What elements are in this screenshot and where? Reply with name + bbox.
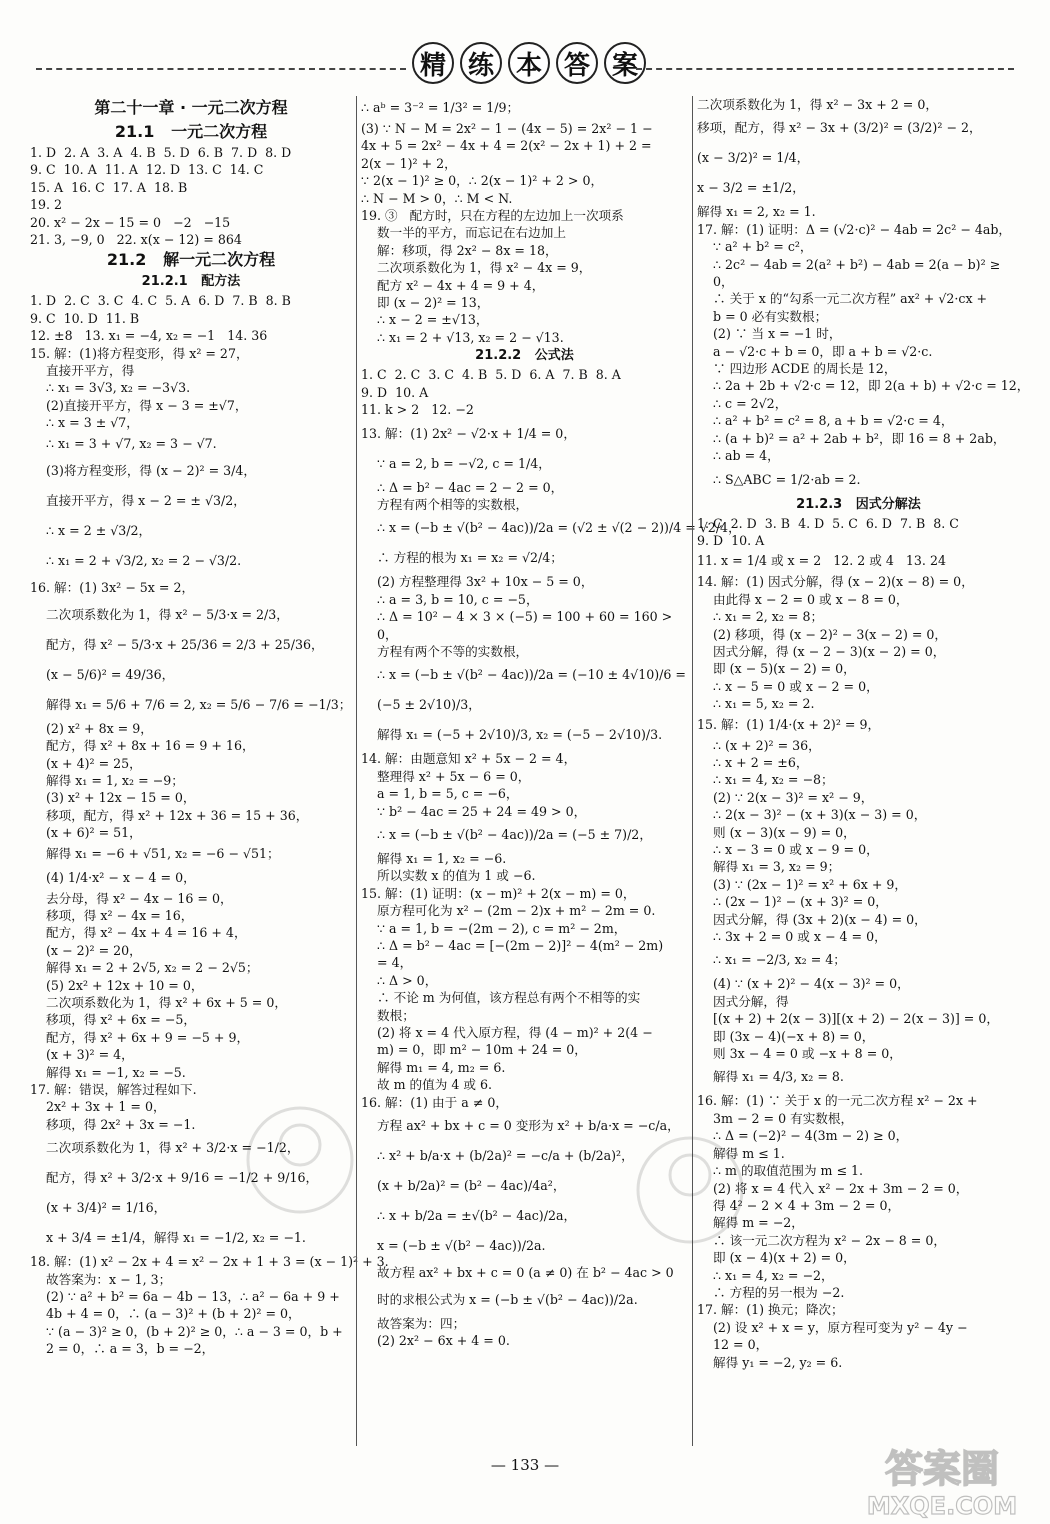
- answer-line: 故方程 ax² + bx + c = 0 (a ≠ 0) 在 b² − 4ac > 0: [361, 1265, 674, 1281]
- answer-line: a − √2·c + b = 0，即 a + b = √2·c.: [697, 343, 933, 359]
- answer-line: ∴ Δ = b² − 4ac = 2 − 2 = 0，: [361, 479, 564, 495]
- answer-line: 1. D 2. C 3. C 4. C 5. A 6. D 7. B 8. B: [30, 293, 291, 309]
- answer-line: ∵ a² + b² = c²，: [697, 239, 813, 255]
- answer-line: ∴ x = 2 ± √3/2，: [30, 522, 152, 538]
- answer-line: ∵ 四边形 ACDE 的周长是 12，: [697, 361, 897, 377]
- answer-line: (x + 6)² = 51，: [30, 825, 142, 841]
- answer-line: ∴ Δ = (−2)² − 4(3m − 2) ≥ 0，: [697, 1128, 909, 1144]
- header-char: 案: [604, 42, 646, 84]
- answer-line: (3) x² + 12x − 15 = 0，: [30, 790, 196, 806]
- section-heading: 21.2.1 配方法: [141, 274, 241, 290]
- answer-line: ∴ x − 3 = 0 或 x − 9 = 0，: [697, 842, 879, 857]
- answer-line: ∴ Δ = b² − 4ac = [−(2m − 2)]² − 4(m² − 2m): [361, 938, 664, 953]
- answer-line: 去分母，得 x² − 4x − 16 = 0，: [30, 890, 233, 906]
- answer-line: (4) ∵ (x + 2)² − 4(x − 3)² = 0，: [697, 976, 910, 992]
- answer-line: ∴ 方程的根为 x₁ = x₂ = √2/4；: [361, 550, 563, 566]
- section-heading: 21.2.3 因式分解法: [796, 496, 921, 512]
- answer-line: (4) 1/4·x² − x − 4 = 0，: [30, 869, 196, 885]
- answer-line: (−5 ± 2√10)/3，: [361, 697, 481, 713]
- answer-line: 故答案为：四；: [361, 1316, 466, 1332]
- answer-line: 原方程可化为 x² − (2m − 2)x + m² − 2m = 0.: [361, 903, 656, 919]
- answer-line: 解得 m ≤ 1.: [697, 1145, 785, 1161]
- answer-line: 解得 x₁ = −6 + √51, x₂ = −6 − √51；: [30, 845, 280, 861]
- answer-line: ∴ S△ABC = 1/2·ab = 2.: [697, 471, 861, 487]
- answer-line: 1. C 2. C 3. C 4. B 5. D 6. A 7. B 8. A: [361, 367, 621, 383]
- answer-line: (x + 4)² = 25，: [30, 755, 142, 771]
- answer-line: ∵ 2(x − 1)² ≥ 0，∴ 2(x − 1)² + 2 > 0，: [361, 173, 604, 189]
- answer-line: ∴ Δ = 10² − 4 × 3 × (−5) = 100 + 60 = 160 >: [361, 609, 673, 625]
- answer-line: (x + b/2a)² = (b² − 4ac)/4a²，: [361, 1178, 566, 1194]
- answer-line: 12. ±8 13. x₁ = −4, x₂ = −1 14. 36: [30, 328, 268, 344]
- header-char: 答: [556, 42, 598, 84]
- answer-line: ∴ 2(x − 3)² − (x + 3)(x − 3) = 0，: [697, 807, 927, 823]
- answer-line: 19. 2: [30, 197, 63, 213]
- answer-line: 解得 x₁ = 5/6 + 7/6 = 2, x₂ = 5/6 − 7/6 = −1/3；: [30, 696, 352, 712]
- answer-line: (5) 2x² + 12x + 10 = 0，: [30, 977, 204, 993]
- answer-line: 即 (x − 5)(x − 2) = 0，: [697, 661, 856, 677]
- chapter-title: 第二十一章 · 一元二次方程: [94, 98, 288, 117]
- answer-line: 移项，得 x² − 4x = 16，: [30, 907, 194, 923]
- answer-line: 移项，得 2x² + 3x = −1.: [30, 1116, 196, 1132]
- answer-line: 15. 解：(1)将方程变形，得 x² = 27，: [30, 345, 249, 361]
- answer-line: 由此得 x − 2 = 0 或 x − 8 = 0，: [697, 591, 909, 607]
- answer-line: 解得 x₁ = 4/3, x₂ = 8.: [697, 1069, 844, 1085]
- answer-line: 9. D 10. A: [361, 384, 429, 400]
- answer-line: 即 (x − 4)(x + 2) = 0，: [697, 1250, 856, 1266]
- answer-line: (x − 3/2)² = 1/4，: [697, 150, 810, 166]
- answer-line: ∵ (a − 3)² ≥ 0，(b + 2)² ≥ 0，∴ a − 3 = 0，b +: [30, 1323, 343, 1339]
- answer-line: 数根；: [361, 1007, 415, 1023]
- answer-line: ∴ x₁ = 3 + √7, x₂ = 3 − √7.: [30, 435, 217, 451]
- answer-line: ∴ (2x − 1)² − (x + 3)² = 0，: [697, 894, 888, 910]
- answer-line: 11. x = 1/4 或 x = 2 12. 2 或 4 13. 24: [697, 553, 946, 569]
- answer-line: ∴ ab = 4，: [697, 448, 780, 464]
- answer-line: ∴ c = 2√2，: [697, 395, 788, 411]
- answer-line: (3) ∵ N − M = 2x² − 1 − (4x − 5) = 2x² − 1 −: [361, 121, 653, 136]
- header-char: 精: [412, 42, 454, 84]
- answer-line: 因式分解，得 (3x + 2)(x − 4) = 0，: [697, 911, 927, 927]
- answer-line: ∴ 2a + 2b + √2·c = 12，即 2(a + b) + √2·c = 12，: [697, 378, 1030, 394]
- answer-line: (x + 3/4)² = 1/16，: [30, 1200, 167, 1216]
- answer-line: 直接开平方，得 x − 2 = ± √3/2，: [30, 492, 246, 508]
- section-heading: 21.2.2 公式法: [475, 348, 574, 364]
- answer-line: ∴ 3x + 2 = 0 或 x − 4 = 0，: [697, 929, 887, 945]
- answer-line: (2) 方程整理得 3x² + 10x − 5 = 0，: [361, 574, 594, 590]
- answer-line: b = 0 必有实数根；: [697, 308, 828, 324]
- answer-line: ∴ x − 2 = ±√13，: [361, 312, 489, 328]
- answer-line: 配方，得 x² + 8x + 16 = 9 + 16，: [30, 738, 255, 754]
- answer-line: (2)直接开平方，得 x − 3 = ±√7，: [30, 397, 248, 413]
- answer-line: (2) 将 x = 4 代入原方程，得 (4 − m)² + 2(4 −: [361, 1025, 653, 1041]
- answer-line: 方程 ax² + bx + c = 0 变形为 x² + b/a·x = −c/a，: [361, 1118, 680, 1134]
- answer-line: 二次项系数化为 1，得 x² + 3/2·x = −1/2，: [30, 1140, 300, 1156]
- answer-line: ∴ x₁ = 5, x₂ = 2.: [697, 696, 815, 712]
- answer-line: 数一半的平方，而忘记在右边加上: [361, 225, 566, 241]
- answer-line: 18. 解：(1) x² − 2x + 4 = x² − 2x + 1 + 3 = (x − 1)² + 3.: [30, 1254, 389, 1270]
- answer-line: 二次项系数化为 1，得 x² − 3x + 2 = 0，: [697, 97, 938, 112]
- page-header: [0, 40, 1050, 102]
- answer-line: ∴ x + b/2a = ±√(b² − 4ac)/2a，: [361, 1208, 577, 1224]
- answer-line: ∴ x = (−b ± √(b² − 4ac))/2a = (−10 ± 4√10)/6 =: [361, 667, 686, 683]
- answer-line: ∴ aᵇ = 3⁻² = 1/3² = 1/9；: [361, 100, 520, 115]
- answer-line: ∴ x₁ = 4, x₂ = −8；: [697, 772, 834, 788]
- answer-line: 解：移项，得 2x² − 8x = 18，: [361, 242, 558, 258]
- answer-line: 得 4² − 2 × 4 + 3m − 2 = 0，: [697, 1197, 901, 1213]
- answer-line: 13. 解：(1) 2x² − √2·x + 1/4 = 0，: [361, 425, 576, 441]
- answer-line: 则 (x − 3)(x − 9) = 0，: [697, 824, 856, 840]
- answer-line: 9. C 10. A 11. A 12. D 13. C 14. C: [30, 162, 264, 178]
- answer-line: 二次项系数化为 1，得 x² + 6x + 5 = 0，: [30, 994, 287, 1010]
- header-char: 本: [508, 42, 550, 84]
- page-number: — 133 —: [490, 1456, 560, 1474]
- answer-line: 9. D 10. A: [697, 532, 765, 548]
- answer-line: 则 3x − 4 = 0 或 −x + 8 = 0，: [697, 1046, 902, 1062]
- answer-line: 4x + 5 = 2x² − 4x + 4 = 2(x² − 2x + 1) + 2 =: [361, 138, 652, 154]
- answer-line: 解得 m₁ = 4, m₂ = 6.: [361, 1059, 506, 1075]
- answer-line: 14. 解：由题意知 x² + 5x − 2 = 4，: [361, 751, 577, 767]
- answer-line: m) = 0，即 m² − 10m + 24 = 0，: [361, 1042, 587, 1058]
- answer-line: 解得 m = −2，: [697, 1215, 804, 1231]
- answer-line: 17. 解：错误，解答过程如下.: [30, 1082, 197, 1097]
- answer-line: 20. x² − 2x − 15 = 0 −2 −15: [30, 214, 231, 230]
- answer-line: 二次项系数化为 1，得 x² − 5/3·x = 2/3，: [30, 606, 289, 622]
- answer-line: 配方，得 x² + 6x + 9 = −5 + 9，: [30, 1029, 250, 1045]
- answer-line: ∴ 该一元二次方程为 x² − 2x − 8 = 0，: [697, 1232, 946, 1248]
- answer-line: (2) x² + 8x = 9，: [30, 720, 153, 736]
- answer-line: a = 1, b = 5, c = −6，: [361, 786, 519, 802]
- answer-line: 时的求根公式为 x = (−b ± √(b² − 4ac))/2a.: [361, 1292, 638, 1308]
- answer-line: 因式分解，得 (x − 2 − 3)(x − 2) = 0，: [697, 643, 946, 659]
- answer-line: x − 3/2 = ±1/2，: [697, 180, 805, 196]
- answer-line: 1. D 2. A 3. A 4. B 5. D 6. B 7. D 8. D: [30, 145, 292, 160]
- answer-line: 移项，配方，得 x² − 3x + (3/2)² = (3/2)² − 2，: [697, 120, 982, 136]
- answer-line: 14. 解：(1) 因式分解，得 (x − 2)(x − 8) = 0，: [697, 574, 974, 590]
- answer-line: 方程有两个相等的实数根，: [361, 496, 529, 512]
- answer-line: ∴ x₁ = 4, x₂ = −2，: [697, 1267, 834, 1283]
- section-heading: 21.2 解一元二次方程: [106, 250, 276, 270]
- answer-line: [(x + 2) + 2(x − 3)][(x + 2) − 2(x − 3)] = 0，: [697, 1011, 999, 1027]
- answer-line: ∴ (x + 2)² = 36，: [697, 737, 821, 753]
- answer-line: (x − 5/6)² = 49/36，: [30, 666, 175, 682]
- answer-line: 配方，得 x² − 4x + 4 = 16 + 4，: [30, 925, 247, 941]
- answer-line: ∴ x = (−b ± √(b² − 4ac))/2a = (−5 ± 7)/2，: [361, 826, 652, 842]
- answer-line: 解得 y₁ = −2, y₂ = 6.: [697, 1354, 843, 1370]
- answer-line: 整理得 x² + 5x − 6 = 0，: [361, 768, 531, 784]
- header-rule-right: [636, 68, 1014, 70]
- answer-line: 解得 x₁ = (−5 + 2√10)/3, x₂ = (−5 − 2√10)/3.: [361, 727, 663, 743]
- answer-line: 1. C 2. D 3. B 4. D 5. C 6. D 7. B 8. C: [697, 515, 959, 531]
- answer-line: = 4，: [361, 955, 413, 971]
- answer-line: x = (−b ± √(b² − 4ac))/2a.: [361, 1238, 546, 1254]
- answer-line: ∴ x + 2 = ±6，: [697, 754, 809, 770]
- answer-line: ∴ 方程的另一根为 −2.: [697, 1284, 845, 1300]
- answer-line: 16. 解：(1) ∵ 关于 x 的一元二次方程 x² − 2x +: [697, 1093, 978, 1109]
- section-heading: 21.1 一元二次方程: [114, 122, 268, 141]
- answer-line: ∴ x₁ = 3√3, x₂ = −3√3.: [30, 380, 191, 396]
- answer-line: 2(x − 1)² + 2，: [361, 155, 457, 171]
- answer-line: 9. C 10. D 11. B: [30, 310, 140, 326]
- answer-line: 故答案为：x − 1, 3；: [30, 1271, 172, 1287]
- answer-line: ∴ m 的取值范围为 m ≤ 1.: [697, 1163, 864, 1179]
- answer-line: 配方，得 x² − 5/3·x + 25/36 = 2/3 + 25/36，: [30, 636, 324, 652]
- answer-line: 4b + 4 = 0，∴ (a − 3)² + (b + 2)² = 0，: [30, 1306, 301, 1322]
- answer-line: (3)将方程变形，得 (x − 2)² = 3/4，: [30, 462, 256, 478]
- answer-line: ∴ Δ > 0，: [361, 972, 438, 988]
- answer-line: ∴ x₁ = 2 + √13, x₂ = 2 − √13.: [361, 329, 564, 345]
- watermark-text: 答案圈: [884, 1447, 1000, 1491]
- answer-line: 解得 x₁ = −1, x₂ = −5.: [30, 1064, 186, 1080]
- answer-line: 所以实数 x 的值为 1 或 −6.: [361, 868, 536, 884]
- answer-line: 方程有两个不等的实数根，: [361, 643, 529, 659]
- answer-line: 2 = 0，∴ a = 3，b = −2，: [30, 1341, 215, 1357]
- answer-line: 11. k > 2 12. −2: [361, 402, 474, 418]
- answer-line: ∴ 2c² − 4ab = 2(a² + b²) − 4ab = 2(a − b)² ≥: [697, 256, 1001, 272]
- answer-line: 15. 解：(1) 1/4·(x + 2)² = 9，: [697, 716, 881, 732]
- answer-line: (2) 设 x² + x = y，原方程可变为 y² − 4y −: [697, 1319, 968, 1335]
- header-char: 练: [460, 42, 502, 84]
- answer-columns: [30, 96, 1030, 1446]
- answer-line: 3m − 2 = 0 有实数根，: [697, 1110, 854, 1126]
- answer-line: ∴ (a + b)² = a² + 2ab + b²，即 16 = 8 + 2ab，: [697, 430, 1006, 446]
- answer-line: ∴ a² + b² = c² = 8, a + b = √2·c = 4，: [697, 413, 954, 429]
- answer-line: ∴ a = 3, b = 10, c = −5，: [361, 591, 539, 607]
- answer-line: (x + 3)² = 4，: [30, 1047, 134, 1063]
- answer-line: 2x² + 3x + 1 = 0，: [30, 1099, 166, 1115]
- answer-line: 二次项系数化为 1，得 x² − 4x = 9，: [361, 260, 592, 276]
- answer-line: 0，: [361, 626, 398, 642]
- answer-line: 16. 解：(1) 3x² − 5x = 2，: [30, 579, 195, 595]
- answer-line: ∴ x = 3 ± √7，: [30, 415, 139, 431]
- answer-line: ∴ 不论 m 为何值，该方程总有两个不相等的实: [361, 990, 641, 1006]
- answer-line: 解得 x₁ = 1, x₂ = −9；: [30, 772, 184, 788]
- answer-line: ∴ x₁ = 2, x₂ = 8；: [697, 609, 824, 625]
- answer-line: 解得 x₁ = 2 + 2√5, x₂ = 2 − 2√5；: [30, 960, 259, 976]
- header-rule-left: [36, 68, 406, 70]
- answer-line: x + 3/4 = ±1/4，解得 x₁ = −1/2, x₂ = −1.: [30, 1230, 306, 1246]
- answer-line: 16. 解：(1) 由于 a ≠ 0，: [361, 1094, 508, 1110]
- answer-line: ∴ x − 5 = 0 或 x − 2 = 0，: [697, 678, 879, 694]
- answer-line: ∴ x² + b/a·x + (b/2a)² = −c/a + (b/2a)²，: [361, 1148, 634, 1164]
- answer-line: 移项，得 x² + 6x = −5，: [30, 1012, 196, 1028]
- answer-line: 因式分解，得: [697, 993, 789, 1009]
- answer-line: 19. ③ 配方时，只在方程的左边加上一次项系: [361, 208, 624, 224]
- answer-line: ∵ a = 2, b = −√2, c = 1/4，: [361, 455, 551, 471]
- answer-line: (x − 2)² = 20，: [30, 942, 142, 958]
- answer-line: ∵ b² − 4ac = 25 + 24 = 49 > 0，: [361, 803, 587, 819]
- answer-line: 即 (3x − 4)(−x + 8) = 0，: [697, 1028, 875, 1044]
- answer-line: 21. 3, −9, 0 22. x(x − 12) = 864: [30, 232, 242, 248]
- answer-line: 解得 x₁ = 1, x₂ = −6.: [361, 850, 507, 866]
- answer-line: (2) ∵ 当 x = −1 时，: [697, 326, 842, 342]
- watermark-logo: [852, 1440, 1032, 1522]
- answer-line: 配方 x² − 4x + 4 = 9 + 4，: [361, 277, 545, 293]
- header-title: [412, 42, 646, 84]
- answer-line: 12 = 0，: [697, 1337, 769, 1353]
- answer-line: ∴ 关于 x 的“勾系一元二次方程” ax² + √2·cx +: [697, 291, 988, 307]
- answer-line: 故 m 的值为 4 或 6.: [361, 1077, 492, 1093]
- answer-line: ∴ x = (−b ± √(b² − 4ac))/2a = (√2 ± √(2 − 2))/4 = √2/4，: [361, 520, 741, 536]
- answer-line: ∴ x₁ = 2 + √3/2, x₂ = 2 − √3/2.: [30, 552, 242, 568]
- answer-line: 17. 解：(1) 换元；降次；: [697, 1302, 844, 1318]
- answer-line: (2) 移项，得 (x − 2)² − 3(x − 2) = 0，: [697, 626, 948, 642]
- answer-line: 直接开平方，得: [30, 363, 135, 379]
- answer-line: 15. A 16. C 17. A 18. B: [30, 179, 188, 195]
- answer-line: 移项，配方，得 x² + 12x + 36 = 15 + 36，: [30, 807, 309, 823]
- faint-stamp-graphic: [240, 1090, 360, 1230]
- answer-line: (2) ∵ 2(x − 3)² = x² − 9，: [697, 789, 874, 805]
- answer-line: 15. 解：(1) 证明：(x − m)² + 2(x − m) = 0，: [361, 885, 636, 901]
- answer-line: (3) ∵ (2x − 1)² = x² + 6x + 9，: [697, 876, 907, 892]
- column-divider: [356, 96, 357, 1446]
- answer-line: (2) ∵ a² + b² = 6a − 4b − 13，∴ a² − 6a + 9 +: [30, 1289, 340, 1305]
- answer-line: 17. 解：(1) 证明：Δ = (√2·c)² − 4ab = 2c² − 4ab，: [697, 221, 1012, 237]
- faint-stamp-graphic: [630, 1120, 750, 1260]
- answer-line: 解得 x₁ = 3, x₂ = 9；: [697, 859, 841, 875]
- watermark-url: MXQE.COM: [866, 1492, 1018, 1520]
- answer-line: ∵ a = 1, b = −(2m − 2), c = m² − 2m，: [361, 920, 627, 936]
- answer-line: ∴ N − M > 0，∴ M < N.: [361, 190, 513, 206]
- answer-line: 0，: [697, 274, 734, 290]
- answer-line: 解得 x₁ = 2, x₂ = 1.: [697, 204, 816, 220]
- answer-line: 即 (x − 2)² = 13，: [361, 295, 490, 311]
- answer-line: (2) 2x² − 6x + 4 = 0.: [361, 1333, 510, 1349]
- answer-line: (2) 将 x = 4 代入 x² − 2x + 3m − 2 = 0，: [697, 1180, 969, 1196]
- answer-line: ∴ x₁ = −2/3, x₂ = 4；: [697, 952, 846, 968]
- answer-line: 配方，得 x² + 3/2·x + 9/16 = −1/2 + 9/16，: [30, 1170, 319, 1186]
